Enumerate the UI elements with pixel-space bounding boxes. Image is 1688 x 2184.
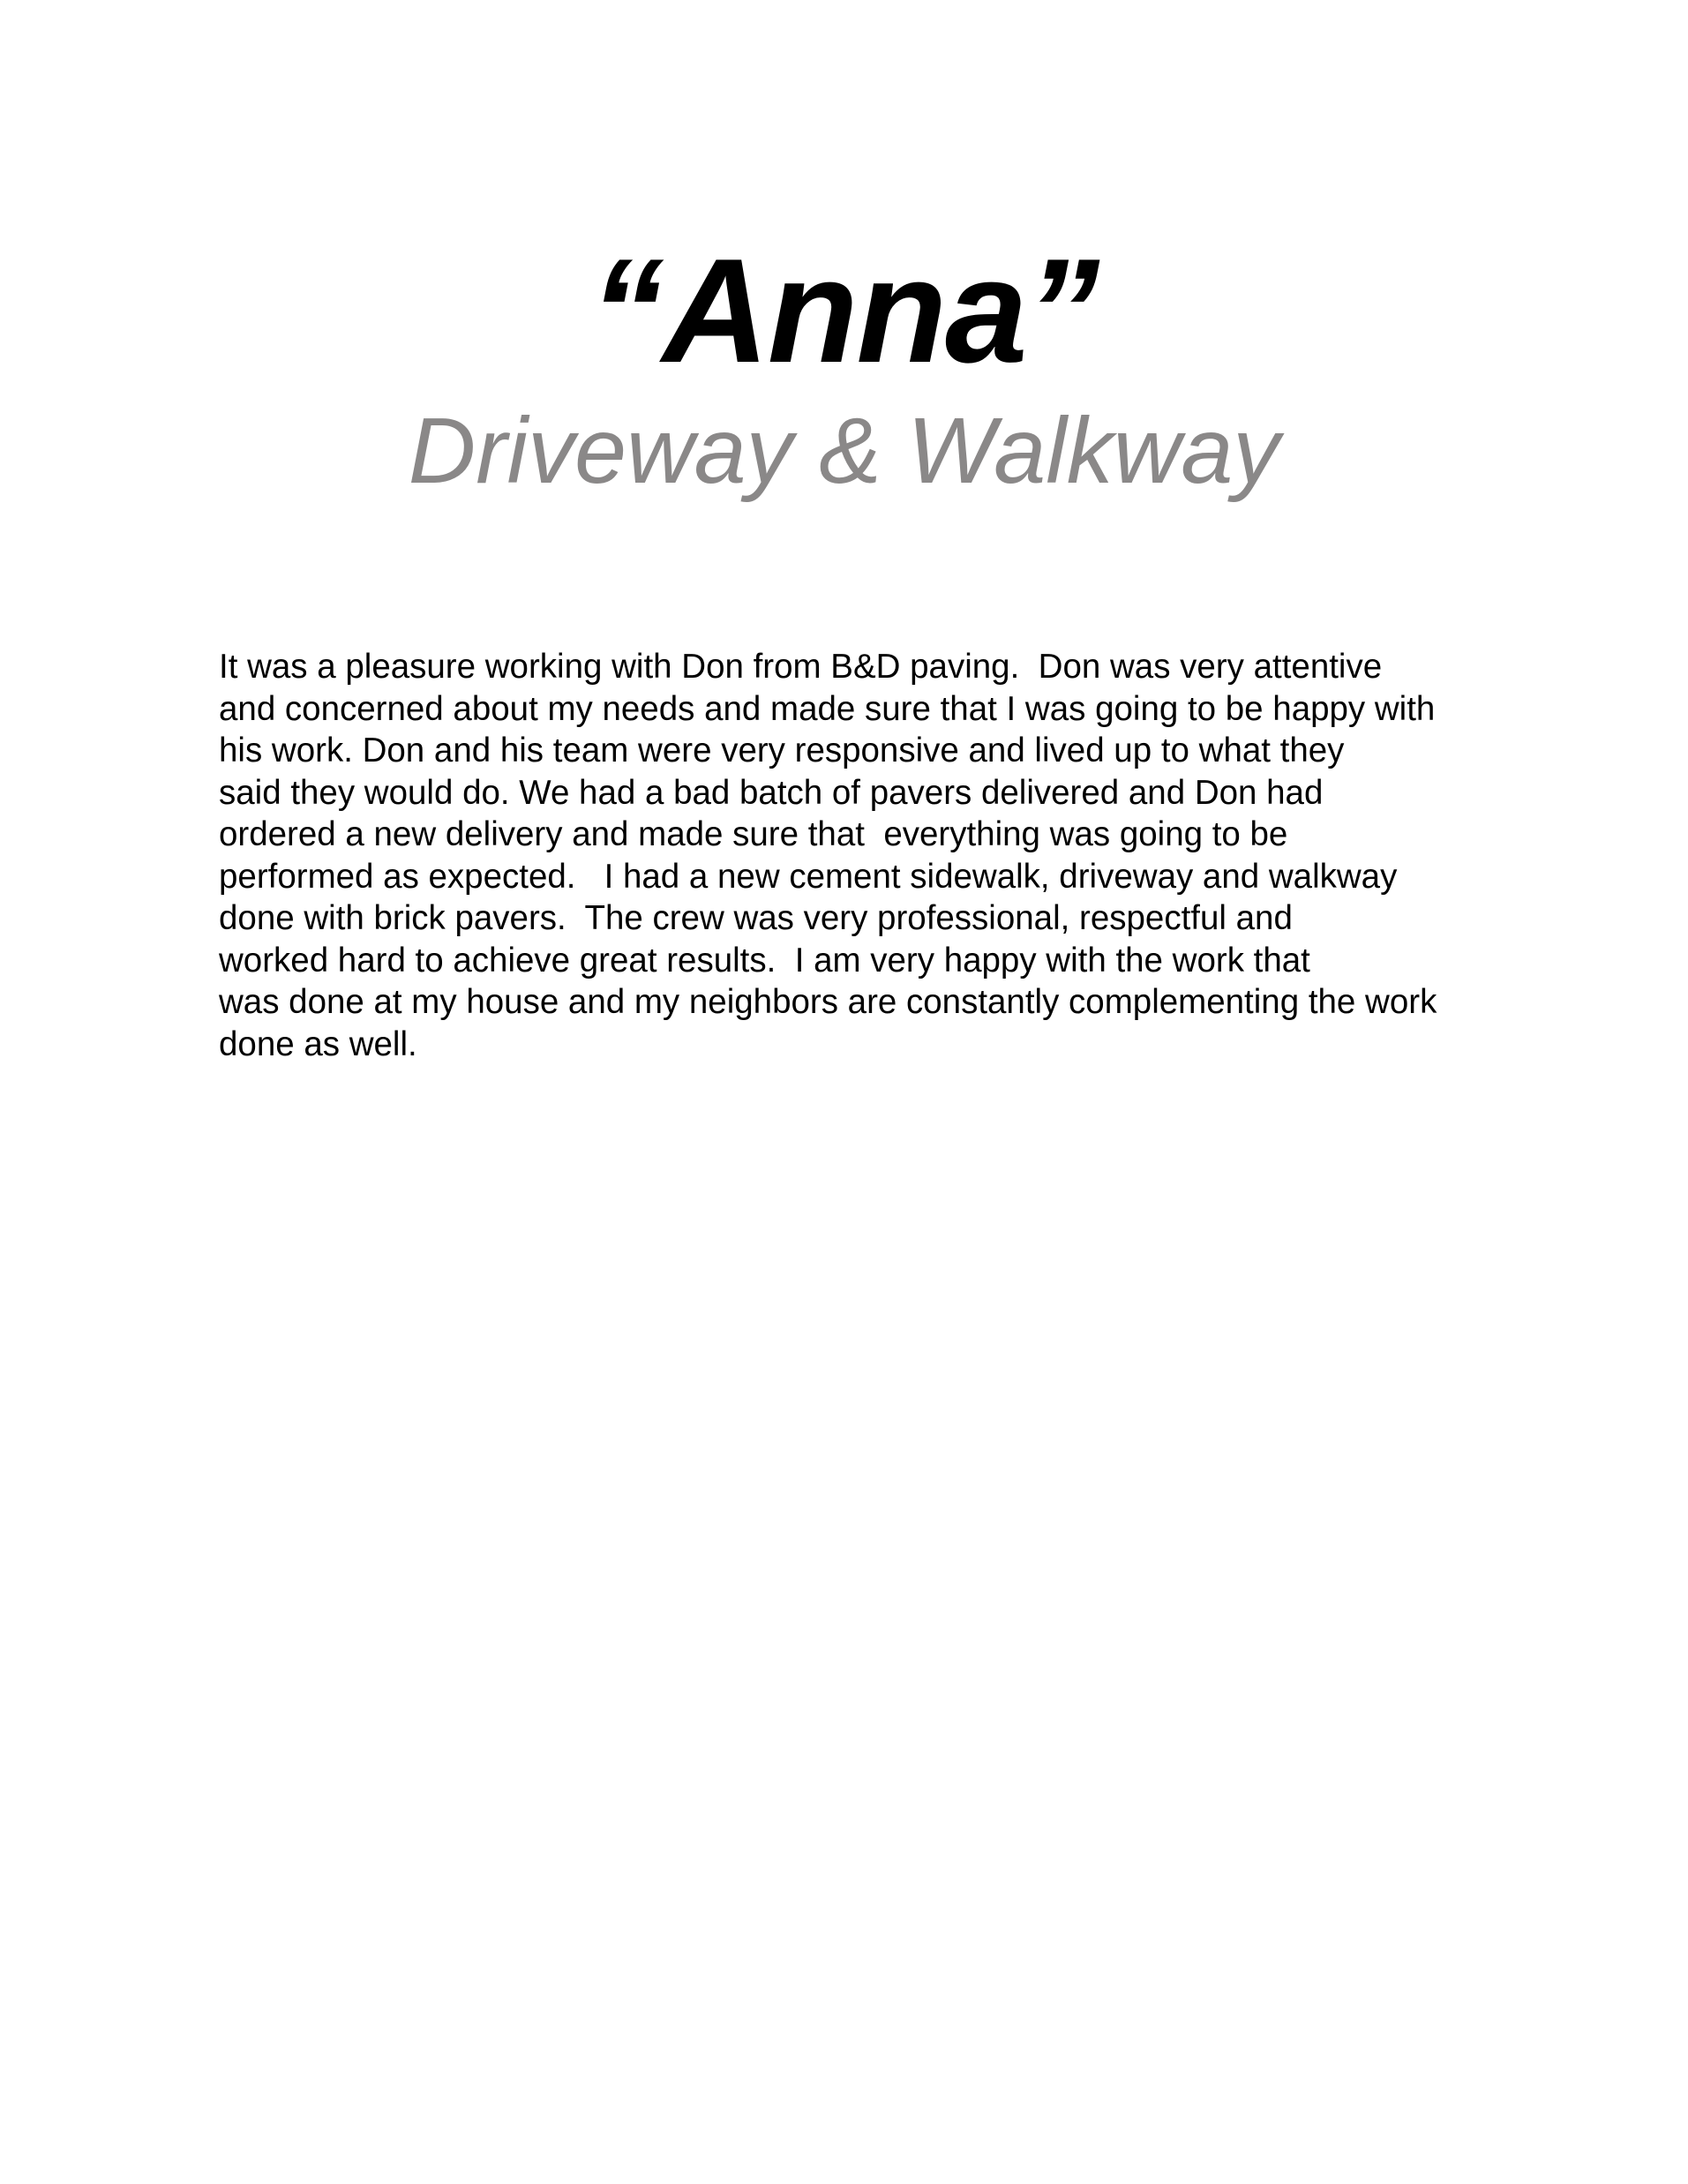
body-line: said they would do. We had a bad batch of pavers delivered and Don had bbox=[219, 773, 1324, 812]
body-line: and concerned about my needs and made sure that I was going to be happy with bbox=[219, 689, 1436, 728]
testimonial-body bbox=[219, 646, 1489, 1065]
body-line: performed as expected. I had a new cement sidewalk, driveway and walkway bbox=[219, 857, 1398, 896]
body-line: worked hard to achieve great results. I am very happy with the work that bbox=[219, 941, 1310, 979]
body-line: ordered a new delivery and made sure that everything was going to be bbox=[219, 815, 1288, 853]
body-line: his work. Don and his team were very responsive and lived up to what they bbox=[219, 732, 1345, 769]
body-line: It was a pleasure working with Don from B&D paving. Don was very attentive bbox=[219, 648, 1383, 686]
page-title: “Anna” bbox=[589, 228, 1099, 394]
page-subtitle: Driveway & Walkway bbox=[408, 399, 1280, 503]
body-line: done with brick pavers. The crew was very professional, respectful and bbox=[219, 899, 1293, 937]
body-line: done as well. bbox=[219, 1024, 417, 1063]
body-line: was done at my house and my neighbors are constantly complementing the work bbox=[219, 983, 1437, 1021]
